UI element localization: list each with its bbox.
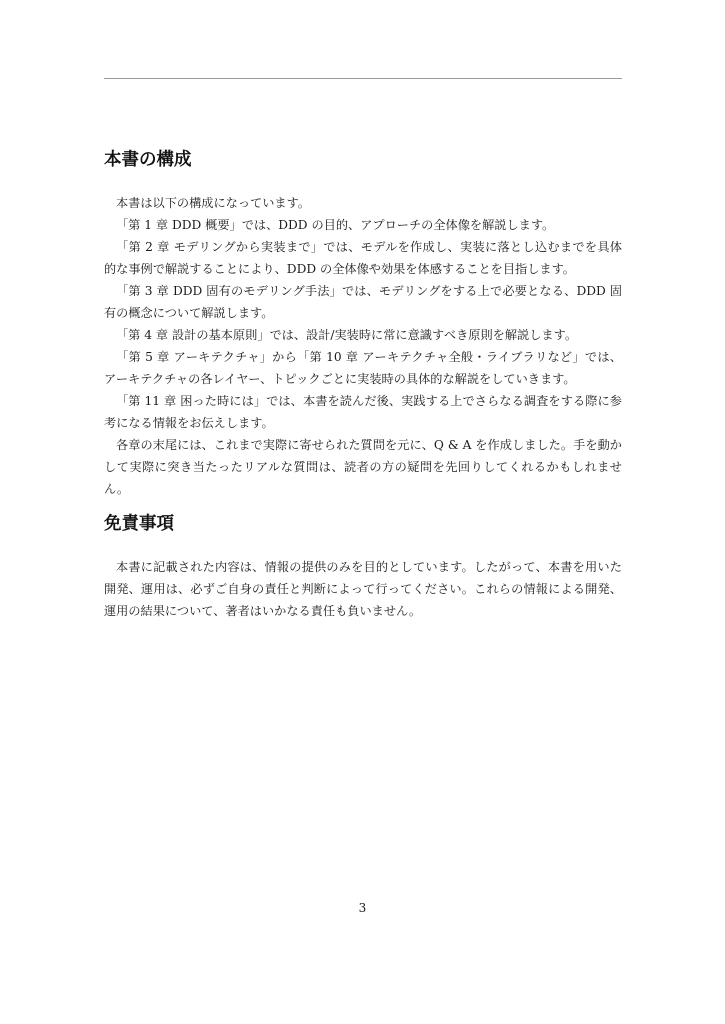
structure-paragraph: 本書は以下の構成になっています。 (116, 196, 311, 210)
header-rule (104, 78, 622, 79)
disclaimer-heading: 免責事項 (104, 514, 174, 534)
structure-paragraph: 「第 3 章 DDD 固有のモデリング手法」では、モデリングをする上で必要となる、DDD 固有の概念について解説します。 (104, 284, 622, 320)
structure-paragraph: 各章の末尾には、これまで実際に寄せられた質問を元に、Q & A を作成しました。手を動かして実際に突き当たったリアルな質問は、読者の方の疑問を先回りしてくれるかもしれません。 (104, 438, 622, 496)
disclaimer-section (104, 512, 622, 622)
disclaimer-paragraph: 本書に記載された内容は、情報の提供のみを目的としています。したがって、本書を用いた開発、運用は、必ずご自身の責任と判断によって行ってください。これらの情報による開発、運用の結果について、著者はいかなる責任も負いません。 (104, 560, 622, 618)
page-number: 3 (358, 901, 367, 915)
structure-paragraph: 「第 4 章 設計の基本原則」では、設計/実装時に常に意識すべき原則を解説します。 (116, 328, 578, 342)
structure-section (104, 148, 622, 500)
structure-heading: 本書の構成 (104, 150, 192, 170)
structure-paragraph: 「第 5 章 アーキテクチャ」から「第 10 章 アーキテクチャ全般・ライブラリなど」では、アーキテクチャの各レイヤー、トピックごとに実装時の具体的な解説をしていきます。 (104, 350, 622, 386)
structure-paragraph: 「第 11 章 困った時には」では、本書を読んだ後、実践する上でさらなる調査をする際に参考になる情報をお伝えします。 (104, 394, 622, 430)
structure-paragraph: 「第 1 章 DDD 概要」では、DDD の目的、アプローチの全体像を解説します。 (116, 218, 555, 232)
structure-paragraph: 「第 2 章 モデリングから実装まで」では、モデルを作成し、実装に落とし込むまでを具体的な事例で解説することにより、DDD の全体像や効果を体感することを目指します。 (104, 240, 622, 276)
